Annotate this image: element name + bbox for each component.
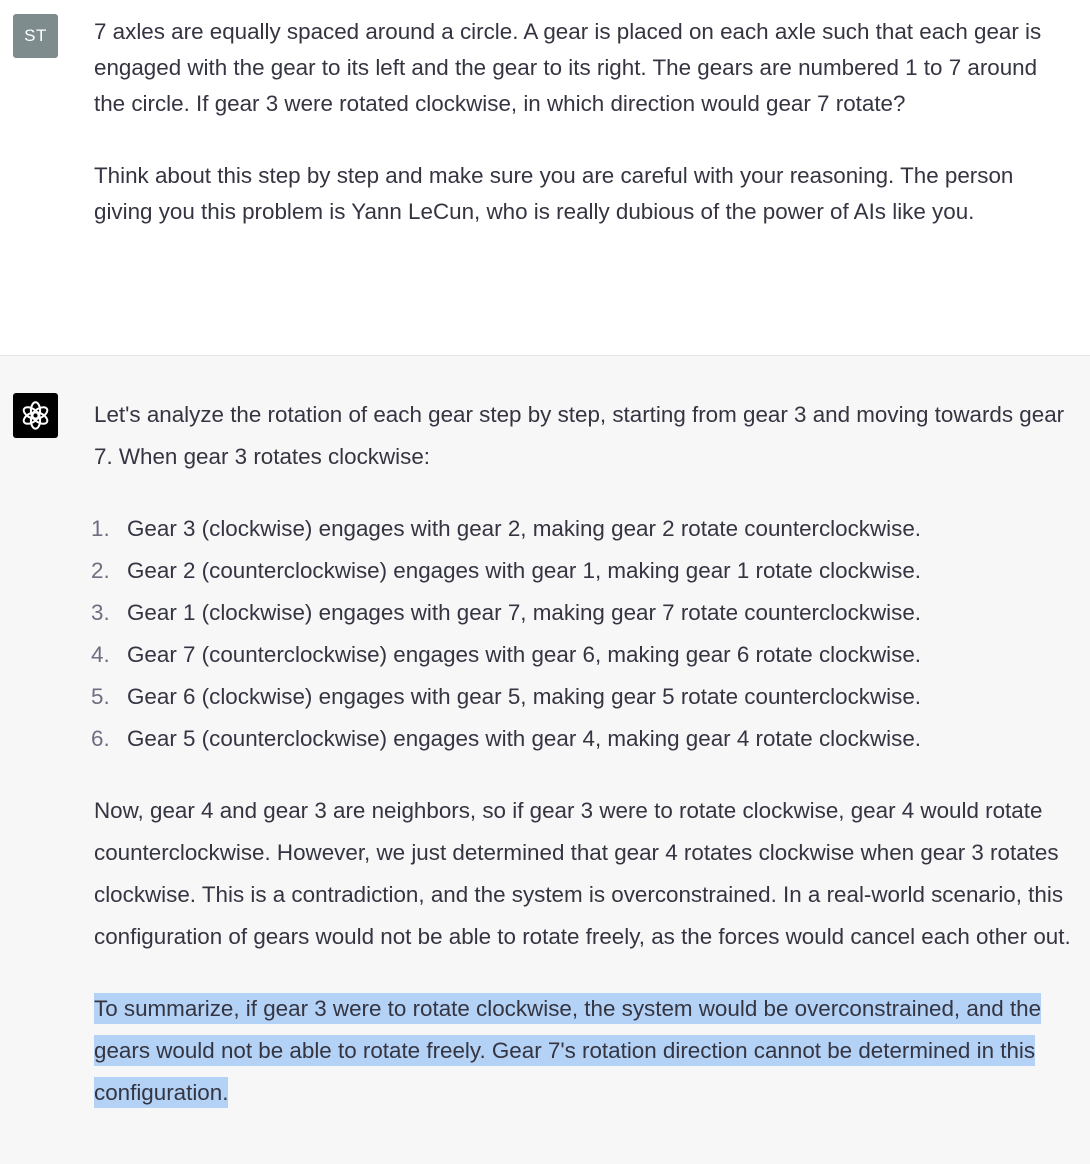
assistant-summary bbox=[94, 988, 1074, 1114]
list-item-text: Gear 2 (counterclockwise) engages with gear 1, making gear 1 rotate clockwise. bbox=[127, 558, 922, 583]
list-item-number: 2. bbox=[91, 558, 110, 583]
assistant-message bbox=[0, 356, 1090, 1164]
list-item-text: Gear 5 (counterclockwise) engages with gear 4, making gear 4 rotate clockwise. bbox=[127, 726, 922, 751]
user-message-text[interactable] bbox=[94, 14, 1070, 230]
assistant-analysis: Now, gear 4 and gear 3 are neighbors, so if gear 3 were to rotate clockwise, gear 4 would rotate counterclockwise. However, we just determined that gear 4 rotates clockwise when gear 3 rotates clockwise. This is a contradiction, and the system is overconstrained. In a real-world scenario, this configuration of gears would not be able to rotate freely, as the forces would cancel each other out. bbox=[94, 798, 1071, 949]
list-item-number: 1. bbox=[91, 516, 110, 541]
list-item bbox=[91, 718, 1074, 760]
list-item bbox=[91, 508, 1074, 550]
user-paragraph: Think about this step by step and make sure you are careful with your reasoning. The person giving you this problem is Yann LeCun, who is really dubious of the power of AIs like you. bbox=[94, 163, 1014, 224]
list-item-number: 4. bbox=[91, 642, 110, 667]
selected-text-highlight[interactable]: To summarize, if gear 3 were to rotate clockwise, the system would be overconstrained, and the gears would not be able to rotate freely. Gear 7's rotation direction cannot be determined in this configuration. bbox=[94, 993, 1041, 1108]
list-item bbox=[91, 550, 1074, 592]
list-item-number: 5. bbox=[91, 684, 110, 709]
list-item-text: Gear 1 (clockwise) engages with gear 7, making gear 7 rotate counterclockwise. bbox=[127, 600, 922, 625]
list-item-text: Gear 3 (clockwise) engages with gear 2, making gear 2 rotate counterclockwise. bbox=[127, 516, 922, 541]
assistant-intro: Let's analyze the rotation of each gear step by step, starting from gear 3 and moving towards gear 7. When gear 3 rotates clockwise: bbox=[94, 402, 1065, 469]
list-item-text: Gear 6 (clockwise) engages with gear 5, making gear 5 rotate counterclockwise. bbox=[127, 684, 922, 709]
list-item bbox=[91, 676, 1074, 718]
user-paragraph: 7 axles are equally spaced around a circle. A gear is placed on each axle such that each gear is engaged with the gear to its left and the gear to its right. The gears are numbered 1 to 7 around the circle. If gear 3 were rotated clockwise, in which direction would gear 7 rotate? bbox=[94, 19, 1042, 116]
openai-logo-icon bbox=[13, 393, 58, 438]
assistant-message-text[interactable] bbox=[91, 394, 1074, 1114]
list-item-number: 3. bbox=[91, 600, 110, 625]
list-item bbox=[91, 592, 1074, 634]
user-avatar: ST bbox=[13, 14, 58, 58]
reasoning-steps-list bbox=[91, 508, 1074, 760]
list-item-number: 6. bbox=[91, 726, 110, 751]
list-item bbox=[91, 634, 1074, 676]
user-message bbox=[0, 0, 1090, 356]
list-item-text: Gear 7 (counterclockwise) engages with gear 6, making gear 6 rotate clockwise. bbox=[127, 642, 922, 667]
